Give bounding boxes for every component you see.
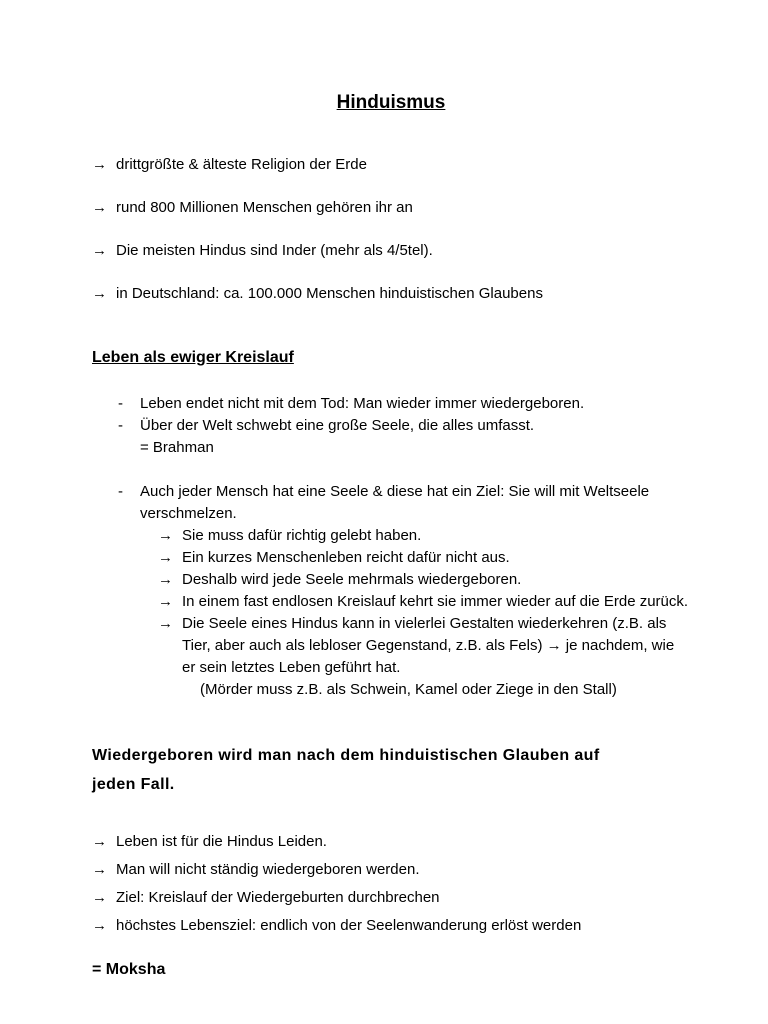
closing-line — [92, 859, 690, 881]
arrow-icon: → — [158, 549, 173, 566]
closing-line — [92, 887, 690, 909]
intro-section — [92, 154, 690, 305]
closing-text: Man will nicht ständig wiedergeboren werden. — [116, 861, 420, 878]
dash-bullet: - — [118, 417, 123, 434]
sub-arrow-list — [158, 525, 690, 701]
sub-arrow-text: Sie muss dafür richtig gelebt haben. — [182, 527, 422, 544]
arrow-icon: → — [158, 571, 173, 588]
intro-text: drittgrößte & älteste Religion der Erde — [116, 156, 367, 173]
closing-arrow-list — [92, 831, 690, 937]
intro-text: rund 800 Millionen Menschen gehören ihr an — [116, 199, 413, 216]
arrow-icon: → — [92, 242, 107, 259]
closing-text: Leben ist für die Hindus Leiden. — [116, 833, 327, 850]
sub-arrow-text: Ein kurzes Menschenleben reicht dafür nicht aus. — [182, 549, 510, 566]
sub-note: (Mörder muss z.B. als Schwein, Kamel oder Ziege in den Stall) — [200, 681, 617, 698]
arrow-icon: → — [158, 615, 173, 632]
sub-arrow-text: Deshalb wird jede Seele mehrmals wiedergeboren. — [182, 571, 522, 588]
bullet-text: Auch jeder Mensch hat eine Seele & diese hat ein Ziel: Sie will mit Weltseele verschmelzen. — [140, 483, 650, 522]
bullet-item — [118, 393, 690, 415]
arrow-icon: → — [158, 527, 173, 544]
closing-line — [92, 915, 690, 937]
sub-arrow-text: Die Seele eines Hindus kann in vielerlei Gestalten wiederkehren (z.B. als Tier, aber auch als lebloser Gegenstand, z.B. als Fels) → je nachdem, wie er sein letztes Leben geführt hat. — [182, 615, 675, 676]
arrow-icon: → — [92, 889, 107, 906]
dash-bullet: - — [118, 483, 123, 500]
arrow-icon: → — [92, 917, 107, 934]
arrow-icon: → — [92, 156, 107, 173]
intro-line — [92, 240, 690, 262]
sub-arrow-item — [158, 613, 690, 679]
bullet-text: Leben endet nicht mit dem Tod: Man wieder immer wiedergeboren. — [140, 395, 585, 412]
bullet-text: Über der Welt schwebt eine große Seele, die alles umfasst. — [140, 417, 535, 434]
closing-text: Ziel: Kreislauf der Wiedergeburten durchbrechen — [116, 889, 440, 906]
bullet-extra: = Brahman — [140, 439, 214, 456]
sub-arrow-item — [158, 591, 690, 613]
bullet-list — [118, 393, 690, 701]
closing-text: höchstes Lebensziel: endlich von der Seelenwanderung erlöst werden — [116, 917, 582, 934]
intro-line — [92, 283, 690, 305]
bullet-item — [118, 481, 690, 701]
sub-arrow-item — [158, 525, 690, 547]
arrow-icon: → — [92, 199, 107, 216]
bold-statement: Wiedergeboren wird man nach dem hinduistischen Glauben auf jeden Fall. — [92, 747, 600, 793]
closing-line — [92, 831, 690, 853]
arrow-icon: → — [92, 285, 107, 302]
section-heading: Leben als ewiger Kreislauf — [92, 349, 294, 366]
dash-bullet: - — [118, 395, 123, 412]
intro-line — [92, 154, 690, 176]
arrow-icon: → — [92, 861, 107, 878]
intro-line — [92, 197, 690, 219]
intro-text: Die meisten Hindus sind Inder (mehr als 4/5tel). — [116, 242, 433, 259]
bullet-body — [140, 481, 690, 701]
sub-arrow-text: In einem fast endlosen Kreislauf kehrt sie immer wieder auf die Erde zurück. — [182, 593, 689, 610]
sub-arrow-item — [158, 547, 690, 569]
intro-text: in Deutschland: ca. 100.000 Menschen hinduistischen Glaubens — [116, 285, 543, 302]
bullet-item — [118, 415, 690, 459]
bullet-body — [140, 415, 690, 459]
sub-arrow-item — [158, 569, 690, 591]
arrow-icon: → — [158, 593, 173, 610]
page-title: Hinduismus — [336, 92, 446, 113]
arrow-icon: → — [92, 833, 107, 850]
moksha-statement: = Moksha — [92, 961, 166, 978]
